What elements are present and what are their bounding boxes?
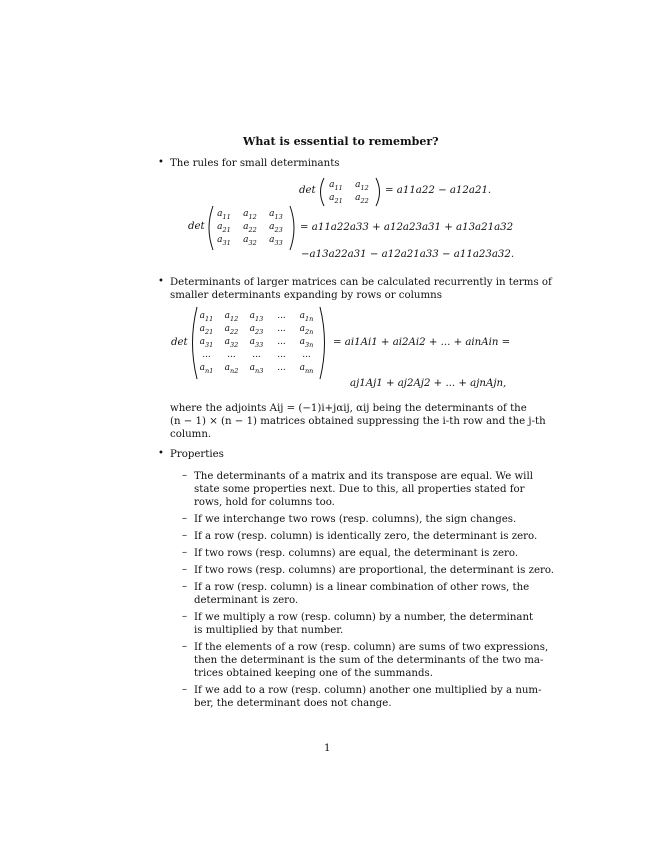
detn-rhs-line1: = ai1Ai1 + ai2Ai2 + ... + ainAin = bbox=[333, 337, 511, 348]
bullet-large-line2: smaller determinants expanding by rows or columns bbox=[170, 290, 442, 301]
property-item-line: If a row (resp. column) is a linear combination of other rows, the bbox=[194, 582, 530, 593]
matrix-entry: $a_{31}$ bbox=[217, 235, 231, 247]
bullet-marker: • bbox=[158, 448, 164, 459]
property-dash: – bbox=[182, 611, 187, 622]
property-dash: – bbox=[182, 470, 187, 481]
adjoint-line2: (n − 1) × (n − 1) matrices obtained suppressing the i-th row and the j-th bbox=[170, 416, 546, 427]
matrix-entry: $a_{1n}$ bbox=[299, 311, 314, 323]
property-item-line: If we add to a row (resp. column) another one multiplied by a num- bbox=[194, 685, 542, 696]
matrix-entry: $a_{11}$ bbox=[199, 311, 214, 323]
property-item-line: If the elements of a row (resp. column) are sums of two expressions, bbox=[194, 642, 549, 653]
matrix-entry: $a_{32}$ bbox=[224, 337, 239, 349]
matrix-entry: $a_{22}$ bbox=[355, 193, 369, 205]
adjoint-line1: where the adjoints Aij = (−1)i+jαij, αij being the determinants of the bbox=[170, 403, 527, 414]
property-dash: – bbox=[182, 641, 187, 652]
property-item-line: determinant is zero. bbox=[194, 595, 299, 606]
matrix-entry: $a_{n3}$ bbox=[249, 363, 264, 375]
property-item-line: If we interchange two rows (resp. columns), the sign changes. bbox=[194, 514, 517, 525]
matrix-entry: $a_{22}$ bbox=[224, 324, 239, 336]
property-item-line: rows, hold for columns too. bbox=[194, 497, 335, 508]
property-item-line: If we multiply a row (resp. column) by a number, the determinant bbox=[194, 612, 534, 623]
det3-rhs-line2: −a13a22a31 − a12a21a33 − a11a23a32. bbox=[301, 249, 515, 260]
property-item-line: then the determinant is the sum of the determinants of the two ma- bbox=[194, 655, 544, 666]
detn-lhs: det bbox=[171, 337, 188, 348]
property-dash: – bbox=[182, 513, 187, 524]
property-item-line: If a row (resp. column) is identically zero, the determinant is zero. bbox=[194, 531, 538, 542]
matrix-entry: $a_{33}$ bbox=[249, 337, 264, 349]
detn-right-paren bbox=[319, 307, 329, 379]
matrix-entry: $a_{12}$ bbox=[243, 209, 257, 221]
detn-rhs-line2: aj1Aj1 + aj2Aj2 + ... + ajnAjn, bbox=[350, 378, 507, 389]
matrix-entry: ... bbox=[202, 350, 211, 360]
matrix-entry: ... bbox=[277, 363, 286, 373]
matrix-entry: $a_{23}$ bbox=[269, 222, 283, 234]
property-item-line: ber, the determinant does not change. bbox=[194, 698, 392, 709]
matrix-entry: $a_{n2}$ bbox=[224, 363, 239, 375]
matrix-entry: ... bbox=[277, 350, 286, 360]
property-item-line: If two rows (resp. columns) are equal, the determinant is zero. bbox=[194, 548, 519, 559]
matrix-entry: $a_{31}$ bbox=[199, 337, 214, 349]
bullet-properties-label: Properties bbox=[170, 449, 224, 460]
property-item-line: is multiplied by that number. bbox=[194, 625, 344, 636]
matrix-entry: ... bbox=[277, 311, 286, 321]
bullet-small-label: The rules for small determinants bbox=[170, 158, 340, 169]
matrix-entry: ... bbox=[302, 350, 311, 360]
det2-right-paren bbox=[375, 178, 383, 206]
matrix-entry: $a_{2n}$ bbox=[299, 324, 314, 336]
adjoint-line3: column. bbox=[170, 429, 212, 440]
matrix-entry: $a_{21}$ bbox=[199, 324, 214, 336]
matrix-entry: $a_{11}$ bbox=[329, 180, 343, 192]
matrix-entry: $a_{3n}$ bbox=[299, 337, 314, 349]
matrix-entry: $a_{21}$ bbox=[217, 222, 231, 234]
bullet-marker: • bbox=[158, 276, 164, 287]
matrix-entry: $a_{n1}$ bbox=[199, 363, 214, 375]
page-number: 1 bbox=[324, 743, 331, 754]
matrix-entry: $a_{22}$ bbox=[243, 222, 257, 234]
matrix-entry: $a_{13}$ bbox=[269, 209, 283, 221]
det3-right-paren bbox=[289, 206, 298, 250]
det3-lhs: det bbox=[188, 221, 205, 232]
matrix-entry: ... bbox=[277, 324, 286, 334]
matrix-entry: $a_{12}$ bbox=[355, 180, 369, 192]
matrix-entry: ... bbox=[277, 337, 286, 347]
bullet-large-line1: Determinants of larger matrices can be calculated recurrently in terms of bbox=[170, 277, 552, 288]
property-dash: – bbox=[182, 530, 187, 541]
matrix-entry: $a_{23}$ bbox=[249, 324, 264, 336]
det2-lhs: det bbox=[299, 185, 316, 196]
matrix-entry: $a_{33}$ bbox=[269, 235, 283, 247]
matrix-entry: $a_{nn}$ bbox=[299, 363, 314, 375]
property-item-line: If two rows (resp. columns) are proportional, the determinant is zero. bbox=[194, 565, 555, 576]
bullet-marker: • bbox=[158, 157, 164, 168]
matrix-entry: ... bbox=[252, 350, 261, 360]
property-dash: – bbox=[182, 684, 187, 695]
matrix-entry: $a_{32}$ bbox=[243, 235, 257, 247]
property-dash: – bbox=[182, 581, 187, 592]
property-item-line: trices obtained keeping one of the summands. bbox=[194, 668, 433, 679]
matrix-entry: $a_{12}$ bbox=[224, 311, 239, 323]
matrix-entry: $a_{11}$ bbox=[217, 209, 231, 221]
property-dash: – bbox=[182, 564, 187, 575]
property-item-line: state some properties next. Due to this, all properties stated for bbox=[194, 484, 525, 495]
page-title: What is essential to remember? bbox=[243, 135, 439, 148]
matrix-entry: $a_{21}$ bbox=[329, 193, 343, 205]
det2-rhs: = a11a22 − a12a21. bbox=[385, 185, 492, 196]
property-dash: – bbox=[182, 547, 187, 558]
property-item-line: The determinants of a matrix and its transpose are equal. We will bbox=[194, 471, 533, 482]
matrix-entry: ... bbox=[227, 350, 236, 360]
det3-rhs-line1: = a11a22a33 + a12a23a31 + a13a21a32 bbox=[300, 222, 514, 233]
matrix-entry: $a_{13}$ bbox=[249, 311, 264, 323]
